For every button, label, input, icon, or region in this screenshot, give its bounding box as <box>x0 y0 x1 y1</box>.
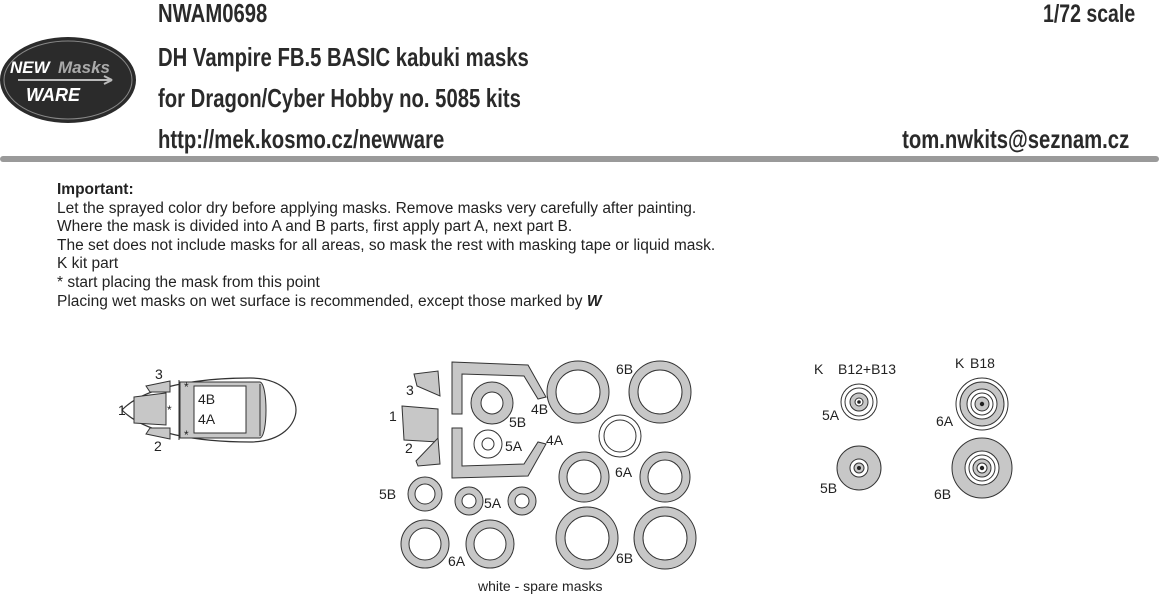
logo-text-ware: WARE <box>26 85 80 105</box>
instruction-line: * start placing the mask from this point <box>57 273 320 291</box>
spare-masks-note: white - spare masks <box>478 578 603 594</box>
mask-label-6a: 6A <box>615 464 633 480</box>
canopy-label-3: 3 <box>155 366 163 382</box>
kit-part-diagrams <box>814 355 1012 502</box>
scale-label: 1/72 scale <box>1042 0 1135 28</box>
contact-email[interactable]: tom.nwkits@seznam.cz <box>901 124 1129 154</box>
canopy-placement-diagram <box>118 366 296 454</box>
wheel-label-5b: 5B <box>820 480 838 496</box>
canopy-label-2: 2 <box>154 438 162 454</box>
kit-part-mark: K <box>955 355 965 371</box>
mask-parts <box>379 361 696 594</box>
logo-text-masks: Masks <box>58 58 110 77</box>
product-code: NWAM0698 <box>158 0 268 28</box>
canopy-label-4b: 4B <box>198 391 216 407</box>
mask-label-4b: 4B <box>531 401 549 417</box>
start-marker: * <box>184 428 189 442</box>
mask-label-5b: 5B <box>509 414 527 430</box>
canopy-label-4a: 4A <box>198 411 216 427</box>
instruction-line: Let the sprayed color dry before applying masks. Remove masks very carefully after painting. <box>57 199 697 217</box>
kit-part-numbers: B18 <box>970 355 995 371</box>
mask-label-6b-bottom: 6B <box>616 550 634 566</box>
kit-part-mark: K <box>814 361 824 377</box>
instructions-heading: Important: <box>57 181 134 198</box>
mask-label-2: 2 <box>405 440 413 456</box>
start-marker: * <box>167 403 172 417</box>
instruction-line: K kit part <box>57 255 119 273</box>
mask-label-4a: 4A <box>546 432 564 448</box>
mask-label-5a-row: 5A <box>484 495 502 511</box>
title-line-2: for Dragon/Cyber Hobby no. 5085 kits <box>158 83 521 113</box>
mask-label-5b-left: 5B <box>379 486 397 502</box>
wheel-label-6b: 6B <box>934 486 952 502</box>
website-url[interactable]: http://mek.kosmo.cz/newware <box>158 124 445 154</box>
title-line-1: DH Vampire FB.5 BASIC kabuki masks <box>158 42 529 72</box>
mask-label-3: 3 <box>406 382 414 398</box>
mask-label-5a: 5A <box>505 438 523 454</box>
mask-label-6b: 6B <box>616 361 634 377</box>
mask-label-6a-bottom: 6A <box>448 553 466 569</box>
wheel-label-6a: 6A <box>936 413 954 429</box>
instruction-line: The set does not include masks for all areas, so mask the rest with masking tape or liquid mask. <box>57 236 716 254</box>
newware-logo <box>0 37 136 123</box>
kit-part-numbers: B12+B13 <box>838 361 896 377</box>
canopy-label-1: 1 <box>118 402 126 418</box>
mask-label-1: 1 <box>389 408 397 424</box>
instruction-line: Where the mask is divided into A and B parts, first apply part A, next part B. <box>57 218 573 236</box>
instruction-line: Placing wet masks on wet surface is recommended, except those marked by W <box>57 292 602 310</box>
wheel-label-5a: 5A <box>822 407 840 423</box>
start-marker: * <box>184 380 189 394</box>
logo-text-new: NEW <box>10 58 50 77</box>
wet-exception-symbol: W <box>586 292 602 310</box>
